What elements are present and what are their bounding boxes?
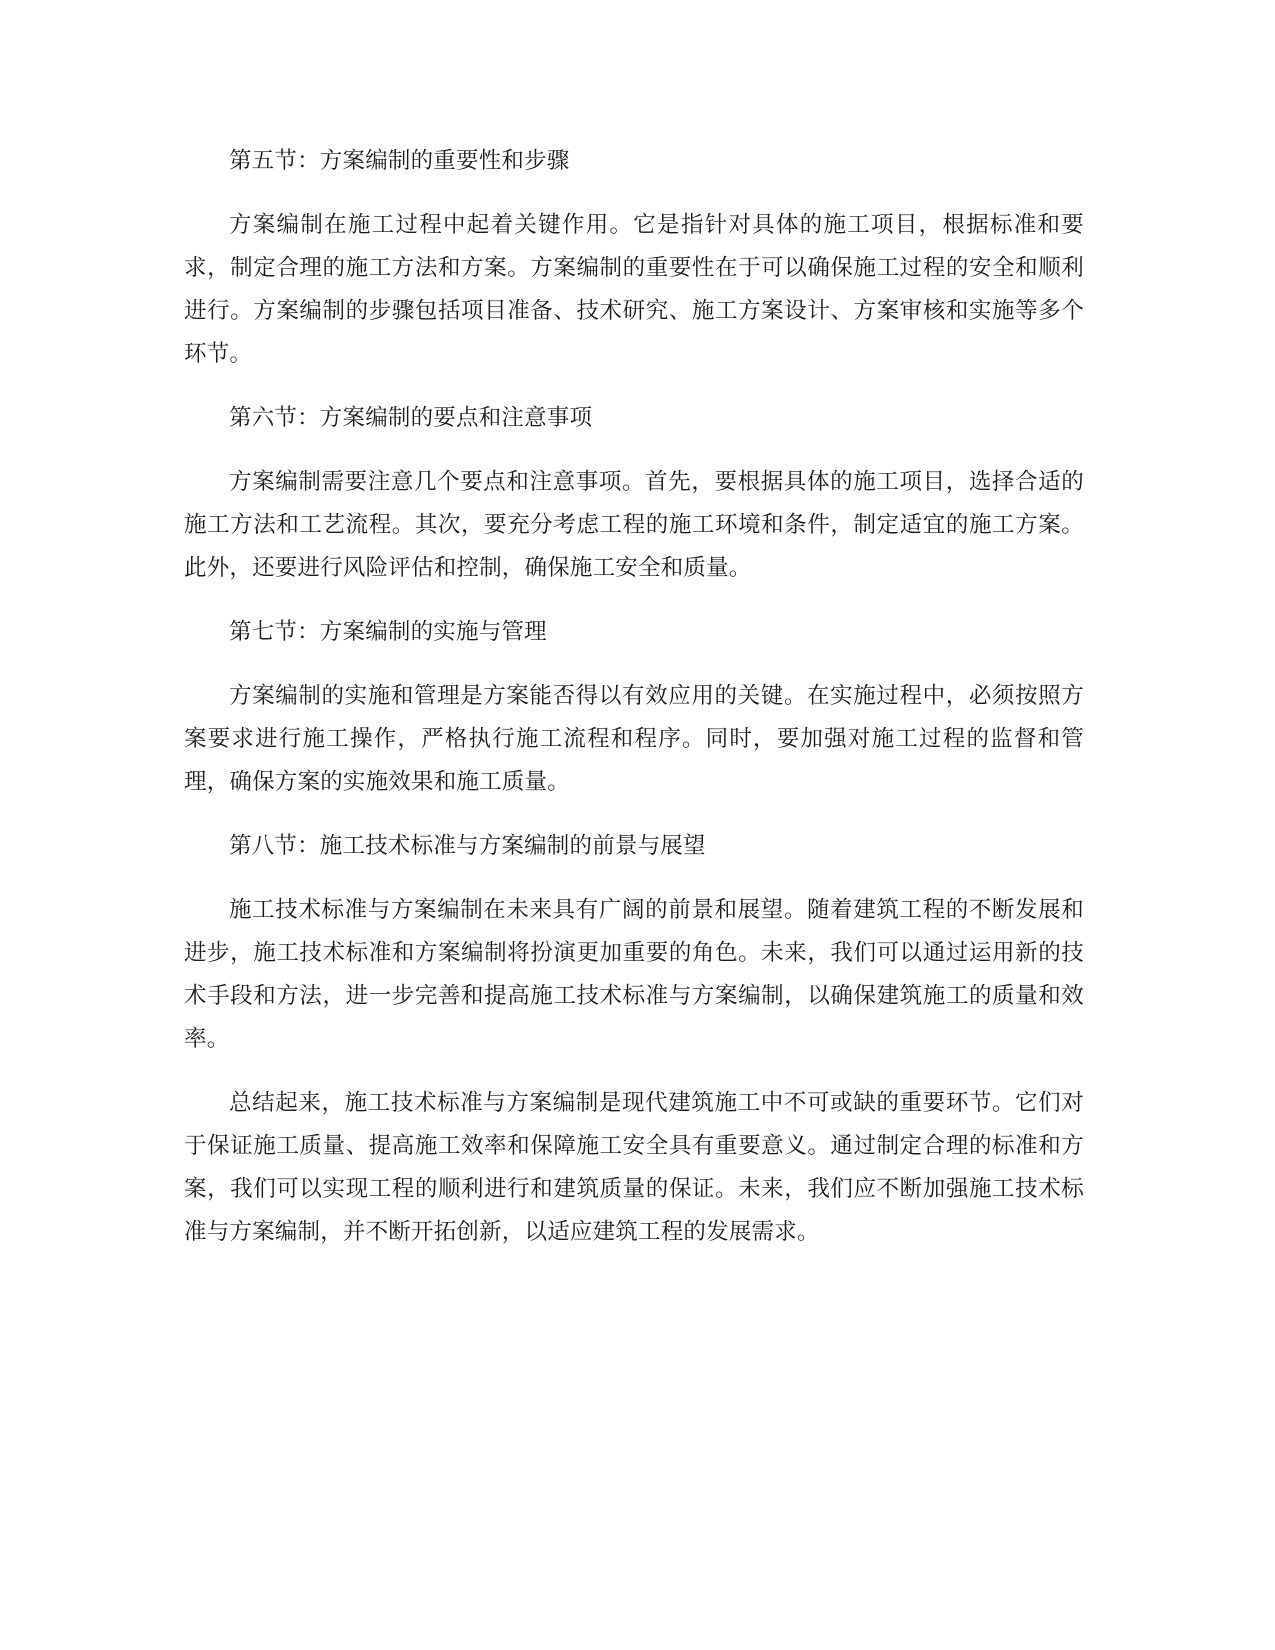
document-body — [184, 140, 1084, 1254]
section-7-heading: 第七节：方案编制的实施与管理 — [229, 619, 547, 645]
section-8-paragraph: 施工技术标准与方案编制在未来具有广阔的前景和展望。随着建筑工程的不断发展和进步，施工技术标准和方案编制将扮演更加重要的角色。未来，我们可以通过运用新的技术手段和方法，进一步完善和提高施工技术标准与方案编制，以确保建筑施工的质量和效率。 — [184, 897, 1084, 1052]
conclusion-paragraph: 总结起来，施工技术标准与方案编制是现代建筑施工中不可或缺的重要环节。它们对于保证施工质量、提高施工效率和保障施工安全具有重要意义。通过制定合理的标准和方案，我们可以实现工程的顺利进行和建筑质量的保证。未来，我们应不断加强施工技术标准与方案编制，并不断开拓创新，以适应建筑工程的发展需求。 — [184, 1090, 1084, 1245]
section-8-heading: 第八节：施工技术标准与方案编制的前景与展望 — [229, 833, 706, 859]
section-5-paragraph: 方案编制在施工过程中起着关键作用。它是指针对具体的施工项目，根据标准和要求，制定合理的施工方法和方案。方案编制的重要性在于可以确保施工过程的安全和顺利进行。方案编制的步骤包括项目准备、技术研究、施工方案设计、方案审核和实施等多个环节。 — [184, 212, 1084, 367]
section-6-heading: 第六节：方案编制的要点和注意事项 — [229, 405, 593, 431]
section-7-paragraph: 方案编制的实施和管理是方案能否得以有效应用的关键。在实施过程中，必须按照方案要求进行施工操作，严格执行施工流程和程序。同时，要加强对施工过程的监督和管理，确保方案的实施效果和施工质量。 — [184, 683, 1084, 795]
section-5-heading: 第五节：方案编制的重要性和步骤 — [229, 148, 570, 174]
section-6-paragraph: 方案编制需要注意几个要点和注意事项。首先，要根据具体的施工项目，选择合适的施工方法和工艺流程。其次，要充分考虑工程的施工环境和条件，制定适宜的施工方案。此外，还要进行风险评估和控制，确保施工安全和质量。 — [184, 469, 1084, 581]
